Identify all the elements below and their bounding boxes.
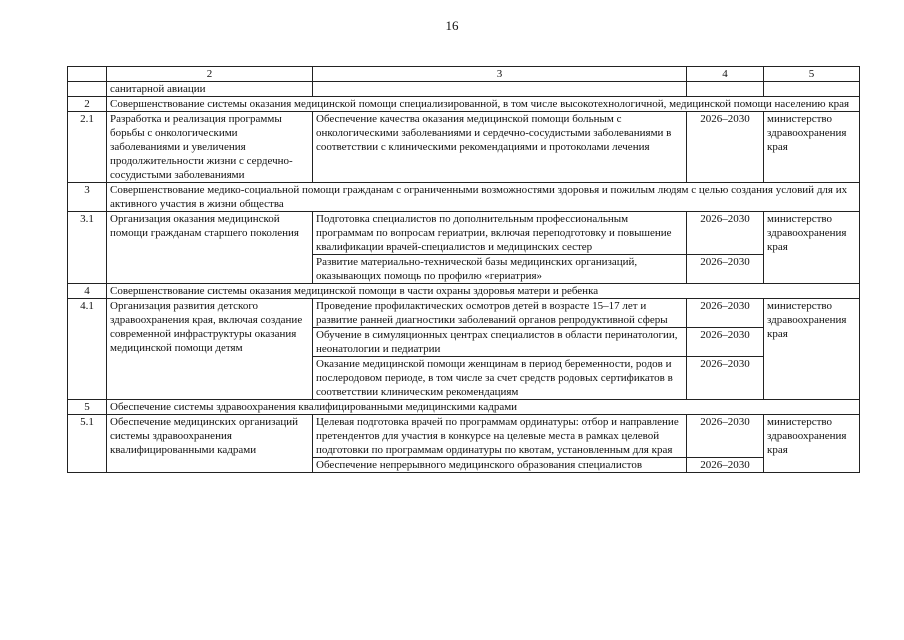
section-row: [68, 183, 860, 212]
item-number: 4.1: [68, 299, 107, 400]
activity-cell: Целевая подготовка врачей по программам ординатуры: отбор и направление претендентов для участия в конкурсе на целевые места в рамках целевой подготовки по программам ординатуры по квотам, установленным для края: [313, 415, 687, 458]
activity-cell: Обучение в симуляционных центрах специалистов в области перинатологии, неонатологии и педиатрии: [313, 328, 687, 357]
activity-plan-table: [67, 66, 860, 473]
task-cell: Обеспечение медицинских организаций системы здравоохранения квалифицированными кадрами: [107, 415, 313, 473]
activity-cell: Проведение профилактических осмотров детей в возрасте 15–17 лет и развитие ранней диагностики заболеваний органов репродуктивной сферы: [313, 299, 687, 328]
column-number-header-row: [68, 67, 860, 82]
activity-cell: Оказание медицинской помощи женщинам в период беременности, родов и послеродовом периоде, в том числе за счет средств родовых сертификатов в соответствии клиническим рекомендациям: [313, 357, 687, 400]
section-title: Обеспечение системы здравоохранения квалифицированными медицинскими кадрами: [107, 400, 860, 415]
period-cell: 2026–2030: [687, 357, 764, 400]
section-title: Совершенствование системы оказания медицинской помощи в части охраны здоровья матери и ребенка: [107, 284, 860, 299]
item-number: 2.1: [68, 112, 107, 183]
header-col-3: 3: [313, 67, 687, 82]
period-cell: 2026–2030: [687, 415, 764, 458]
table-row: [68, 415, 860, 458]
section-title: Совершенствование медико-социальной помощи гражданам с ограниченными возможностями здоровья и пожилым людям с целью создания условий для их активного участия в жизни общества: [107, 183, 860, 212]
task-cell: санитарной авиации: [107, 82, 313, 97]
executor-cell: министерство здравоохранения края: [764, 415, 860, 473]
task-cell: Разработка и реализация программы борьбы с онкологическими заболеваниями и увеличения продолжительности жизни с сердечно-сосудистыми заболеваниями: [107, 112, 313, 183]
task-cell: Организация развития детского здравоохранения края, включая создание современной инфраструктуры оказания медицинской помощи детям: [107, 299, 313, 400]
section-row: [68, 97, 860, 112]
item-number: 3.1: [68, 212, 107, 284]
table-row: [68, 299, 860, 328]
period-cell: 2026–2030: [687, 255, 764, 284]
section-row: [68, 284, 860, 299]
executor-cell: министерство здравоохранения края: [764, 299, 860, 400]
table-row: [68, 82, 860, 97]
section-number: 4: [68, 284, 107, 299]
section-number: 5: [68, 400, 107, 415]
executor-cell: министерство здравоохранения края: [764, 112, 860, 183]
period-cell: 2026–2030: [687, 328, 764, 357]
header-col-2: 2: [107, 67, 313, 82]
header-col-4: 4: [687, 67, 764, 82]
item-number: 5.1: [68, 415, 107, 473]
section-title: Совершенствование системы оказания медицинской помощи специализированной, в том числе высокотехнологичной, медицинской помощи населению края: [107, 97, 860, 112]
activity-cell: Обеспечение качества оказания медицинской помощи больным с онкологическими заболеваниями и сердечно-сосудистыми заболеваниями в соответствии с клиническими рекомендациями и протоколами лечения: [313, 112, 687, 183]
section-row: [68, 400, 860, 415]
header-col-1: [68, 67, 107, 82]
period-cell: 2026–2030: [687, 112, 764, 183]
activity-cell: Обеспечение непрерывного медицинского образования специалистов: [313, 458, 687, 473]
executor-cell: министерство здравоохранения края: [764, 212, 860, 284]
table-row: [68, 112, 860, 183]
activity-cell: Подготовка специалистов по дополнительным профессиональным программам по вопросам гериатрии, включая переподготовку и повышение квалификации врачей-специалистов и медицинских сестер: [313, 212, 687, 255]
period-cell: 2026–2030: [687, 299, 764, 328]
period-cell: 2026–2030: [687, 458, 764, 473]
activity-cell: Развитие материально-технической базы медицинских организаций, оказывающих помощь по профилю «гериатрия»: [313, 255, 687, 284]
table-row: [68, 212, 860, 255]
task-cell: Организация оказания медицинской помощи гражданам старшего поколения: [107, 212, 313, 284]
section-number: 3: [68, 183, 107, 212]
page-number: 16: [445, 18, 459, 33]
header-col-5: 5: [764, 67, 860, 82]
section-number: 2: [68, 97, 107, 112]
period-cell: 2026–2030: [687, 212, 764, 255]
